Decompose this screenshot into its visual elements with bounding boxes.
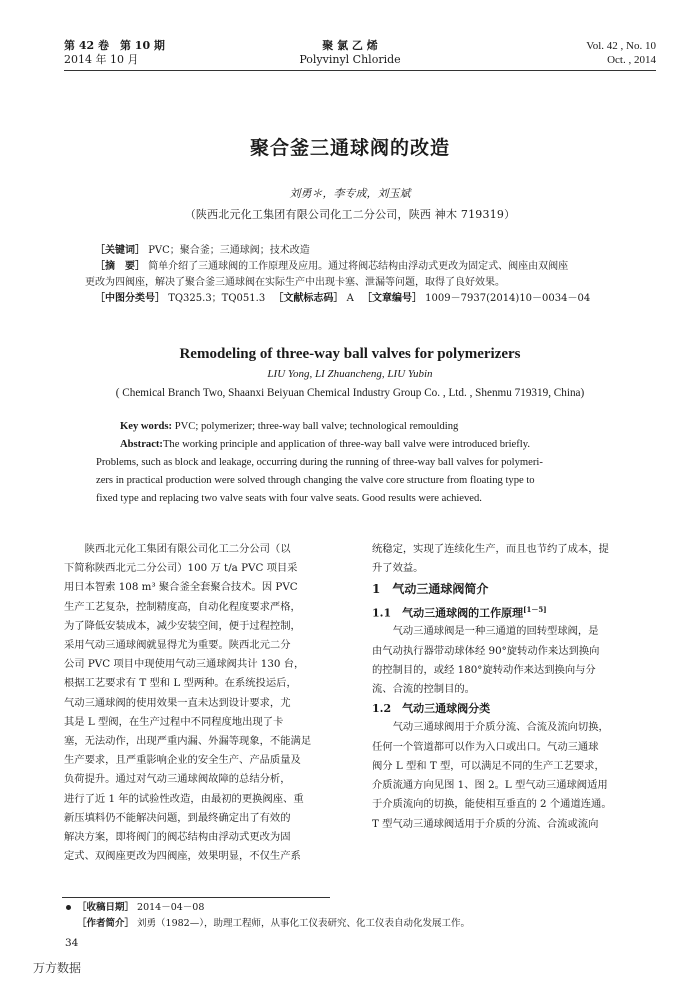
body-line: 气动三通球阀的使用效果一直未达到设计要求，尤 — [64, 696, 291, 709]
journal-name: 聚 氯 乙 烯 Polyvinyl Chloride — [299, 39, 401, 66]
body-line: 公司 PVC 项目中现使用气动三通球阀共计 130 台， — [64, 658, 305, 671]
section-heading-1-1: 1.1 气动三通球阀的工作原理[1－5] — [372, 604, 547, 620]
body-line: 任何一个管道都可以作为入口或出口。气动三通球 — [372, 740, 599, 753]
body-line: 气动三通球阀用于介质分流、合流及流向切换， — [392, 721, 609, 734]
body-line: 升了效益。 — [372, 562, 424, 575]
watermark: 万方数据 — [33, 961, 82, 975]
abstract-en-line2: Problems, such as block and leakage, occurring during the running of three-way ball valves for polymeri- — [96, 457, 543, 468]
authors-en: LIU Yong, LI Zhuancheng, LIU Yubin — [267, 368, 433, 380]
body-line: 生产要求，且严重影响企业的安全生产、产品质量及 — [64, 754, 301, 767]
paper-title-cn: 聚合釜三通球阀的改造 — [249, 137, 450, 159]
body-line: 用日本智索 108 m³ 聚合釜全套聚合技术。因 PVC — [64, 581, 298, 594]
footnote-rule — [62, 897, 330, 898]
body-line: 阀分 L 型和 T 型，可以满足不同的生产工艺要求， — [372, 759, 605, 772]
bullet-icon — [66, 905, 71, 910]
body-line: 气动三通球阀是一种三通道的回转型球阀，是 — [392, 625, 599, 638]
abstract-en-line1: Abstract:The working principle and application of three-way ball valve were introduced briefly. — [120, 439, 530, 450]
body-line: T 型气动三通球阀适用于介质的分流、合流或流向 — [372, 817, 599, 830]
keywords-en: Key words: PVC; polymerizer; three-way ball valve; technological remoulding — [120, 421, 459, 432]
classification-line: ［中图分类号］ TQ325.3；TQ051.3 ［文献标志码］ A ［文章编号］ 1009－7937(2014)10－0034－04 — [95, 293, 591, 304]
body-line: 介质流通方向见图 1、图 2。L 型气动三通球阀适用 — [372, 779, 608, 792]
affiliation-cn: （陕西北元化工集团有限公司化工二分公司，陕西 神木 719319） — [184, 208, 516, 221]
authors-cn: 刘勇＊，李专成，刘玉斌 — [289, 187, 411, 200]
section-heading-1: 1 气动三通球阀简介 — [372, 582, 489, 597]
body-line: 新压填料仍不能解决问题，到最终确定出了有效的 — [64, 811, 291, 824]
paper-title-en: Remodeling of three-way ball valves for polymerizers — [179, 346, 521, 362]
body-line: 负荷提升。通过对气动三通球阀故障的总结分析， — [64, 773, 291, 786]
journal-volume-en: Vol. 42 , No. 10 Oct. , 2014 — [586, 40, 656, 66]
body-left-column — [64, 540, 344, 866]
body-line: 为了降低安装成本，减少安装空间，便于过程控制， — [64, 619, 301, 632]
body-line: 根据工艺要求有 T 型和 L 型两种。在系统投运后， — [64, 677, 297, 690]
footnote-bio: ［作者简介］ 刘勇（1982—），助理工程师，从事化工仪表研究、化工仪表自动化发展工作。 — [77, 918, 470, 929]
abstract-en-line4: fixed type and replacing two valve seats with four valve seats. Good results were achieved. — [96, 493, 482, 504]
body-line: 其是 L 型阀，在生产过程中不同程度地出现了卡 — [64, 715, 284, 728]
body-line: 进行了近 1 年的试验性改造，由最初的更换阀座、重 — [64, 792, 304, 805]
body-line: 由气动执行器带动球体经 90°旋转动作来达到换向 — [372, 644, 600, 657]
affiliation-en: ( Chemical Branch Two, Shaanxi Beiyuan Chemical Industry Group Co. , Ltd. , Shenmu 719319, China) — [115, 387, 585, 399]
body-line: 塞，无法动作，出现严重内漏、外漏等现象，不能满足 — [64, 735, 312, 748]
footnote — [66, 900, 470, 932]
body-line: 定式、双阀座更改为四阀座，效果明显，不仅生产系 — [64, 850, 301, 863]
keywords-cn: ［关键词］ PVC；聚合釜；三通球阀；技术改造 — [95, 245, 310, 256]
body-line: 流、合流的控制目的。 — [372, 683, 475, 696]
body-right-column — [372, 540, 660, 834]
body-line: 的控制目的，或经 180°旋转动作来达到换向与分 — [372, 663, 596, 676]
body-line: 生产工艺复杂，控制精度高，自动化程度要求严格， — [64, 600, 301, 613]
section-heading-1-2: 1.2 气动三通球阀分类 — [372, 702, 491, 716]
body-line: 统稳定，实现了连续化生产，而且也节约了成本，提 — [372, 543, 609, 555]
abstract-cn-line2: 更改为四阀座，解决了聚合釜三通球阀在实际生产中出现卡塞、泄漏等问题，取得了良好效果。 — [85, 277, 505, 288]
body-line: 下简称陕西北元二分公司）100 万 t/a PVC 项目采 — [64, 562, 298, 575]
body-line: 采用气动三通球阀就显得尤为重要。陕西北元二分 — [64, 639, 291, 652]
abstract-en-line3: zers in practical production were solved through changing the valve core structure from floating type to — [96, 475, 535, 486]
abstract-cn — [85, 243, 637, 307]
body-line: 陕西北元化工集团有限公司化工二分公司（以 — [84, 543, 291, 555]
body-line: 解决方案，即将阀门的阀芯结构由浮动式更改为固 — [64, 831, 291, 844]
page-number: 34 — [65, 937, 79, 949]
header-rule — [64, 70, 656, 71]
body-line: 于介质流向的切换，能使相互垂直的 2 个通道连通。 — [372, 798, 612, 811]
journal-volume-issue: 第 42 卷 第 10 期 2014 年 10 月 — [64, 39, 165, 66]
abstract-en — [96, 418, 638, 508]
footnote-received: ［收稿日期］ 2014－04－08 — [66, 900, 470, 916]
abstract-cn-line1: ［摘 要］ 简单介绍了三通球阀的工作原理及应用。通过将阀芯结构由浮动式更改为固定式、阀座由双阀座 — [95, 261, 569, 272]
